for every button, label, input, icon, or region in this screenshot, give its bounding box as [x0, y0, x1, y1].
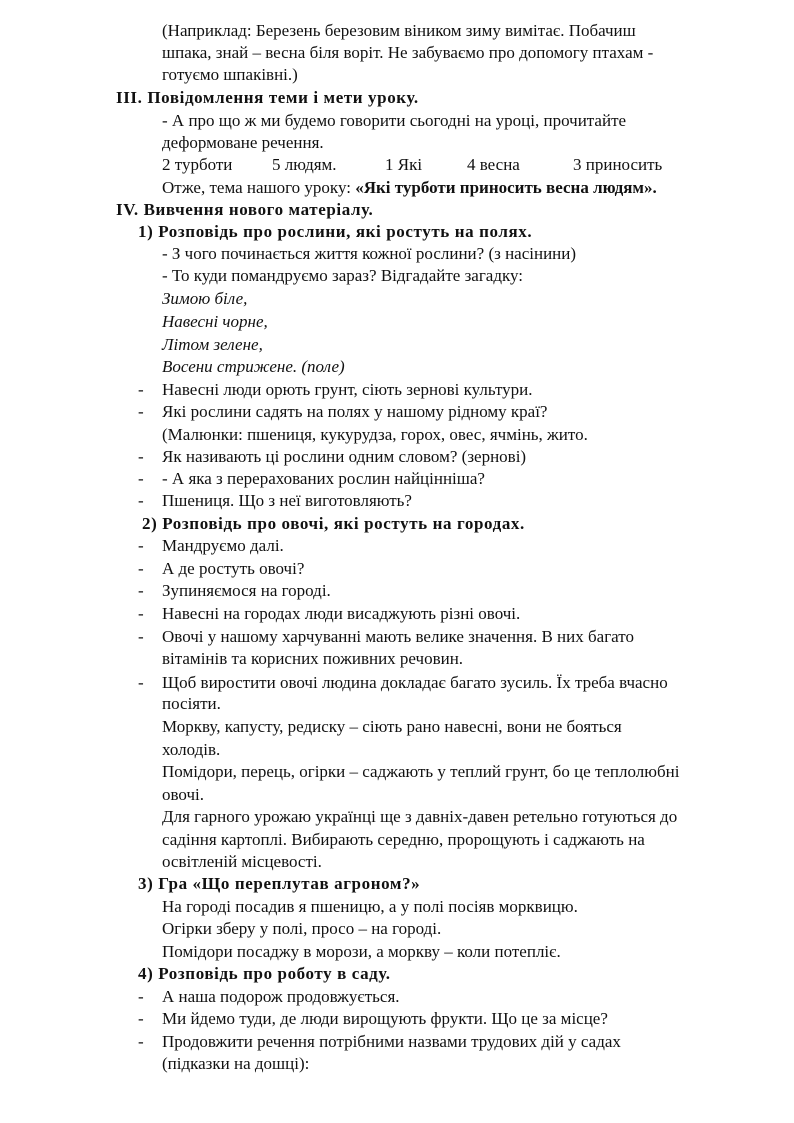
intro-line: (Наприклад: Березень березовим віником зиму вимітає. Побачиш [162, 21, 636, 40]
paragraph-line: - З чого починається життя кожної рослини? (з насінини) [162, 244, 577, 263]
scrambled-words-row [0, 154, 794, 176]
bullet-dash: - [138, 491, 144, 510]
riddle-line: Літом зелене, [162, 335, 263, 354]
bullet-dash: - [138, 559, 144, 578]
subsection-3-heading: 3) Гра «Що переплутав агроном?» [138, 874, 421, 893]
subsection-4-heading: 4) Розповідь про роботу в саду. [138, 964, 391, 983]
bullet-dash: - [138, 402, 144, 421]
bullet-dash: - [138, 673, 144, 692]
bullet-dash: - [138, 536, 144, 555]
bullet-dash: - [138, 469, 144, 488]
list-item: Навесні люди орють грунт, сіють зернові культури. [162, 380, 533, 399]
list-item-continuation: посіяти. [162, 694, 221, 713]
paragraph-line: деформоване речення. [162, 133, 324, 152]
bullet-dash: - [138, 447, 144, 466]
list-item-continuation: (Малюнки: пшениця, кукурудза, горох, овес, ячмінь, жито. [162, 425, 588, 444]
list-item: А де ростуть овочі? [162, 559, 305, 578]
bullet-dash: - [138, 380, 144, 399]
list-item: Пшениця. Що з неї виготовляють? [162, 491, 412, 510]
bullet-dash: - [138, 1032, 144, 1051]
bullet-dash: - [138, 581, 144, 600]
list-item: - А яка з перерахованих рослин найцінніша? [162, 469, 485, 488]
bullet-dash: - [138, 1009, 144, 1028]
list-item: Ми йдемо туди, де люди вирощують фрукти. Що це за місце? [162, 1009, 608, 1028]
section-4-heading: IV. Вивчення нового матеріалу. [116, 200, 374, 219]
list-item-continuation: холодів. [162, 740, 221, 759]
lesson-theme-prefix: Отже, тема нашого уроку: [162, 178, 356, 197]
riddle-line: Навесні чорне, [162, 312, 268, 331]
list-item-continuation: овочі. [162, 785, 204, 804]
list-item: Як називають ці рослини одним словом? (зернові) [162, 447, 527, 466]
scrambled-word: 3 приносить [573, 155, 663, 174]
scrambled-word: 5 людям. [272, 155, 337, 174]
list-item-continuation: (підказки на дошці): [162, 1054, 310, 1073]
list-item: Продовжити речення потрібними назвами трудових дій у садах [162, 1032, 621, 1051]
list-item: Навесні на городах люди висаджують різні овочі. [162, 604, 521, 623]
list-item-continuation: Для гарного урожаю українці ще з давніх-давен ретельно готуються до [162, 807, 678, 826]
list-item-continuation: освітленій місцевості. [162, 852, 322, 871]
riddle-line: Зимою біле, [162, 289, 248, 308]
list-item: А наша подорож продовжується. [162, 987, 400, 1006]
list-item: Щоб виростити овочі людина докладає багато зусиль. Їх треба вчасно [162, 673, 668, 692]
list-item-continuation: Моркву, капусту, редиску – сіють рано навесні, вони не бояться [162, 717, 622, 736]
game-line: Помідори посаджу в морози, а моркву – коли потепліє. [162, 942, 561, 961]
subsection-2-heading: 2) Розповідь про овочі, які ростуть на городах. [142, 514, 525, 533]
intro-line: готуємо шпаківні.) [162, 65, 298, 84]
riddle-line: Восени стрижене. (поле) [162, 357, 345, 376]
lesson-theme-title: «Які турботи приносить весна людям». [355, 178, 657, 197]
list-item-continuation: вітамінів та корисних поживних речовин. [162, 649, 464, 668]
scrambled-word: 4 весна [467, 155, 520, 174]
bullet-dash: - [138, 604, 144, 623]
lesson-theme [162, 177, 657, 199]
paragraph-line: - А про що ж ми будемо говорити сьогодні на уроці, прочитайте [162, 111, 627, 130]
list-item: Мандруємо далі. [162, 536, 284, 555]
bullet-dash: - [138, 987, 144, 1006]
list-item: Зупиняємося на городі. [162, 581, 331, 600]
bullet-dash: - [138, 627, 144, 646]
scrambled-word: 2 турботи [162, 155, 233, 174]
game-line: На городі посадив я пшеницю, а у полі посіяв морквицю. [162, 897, 578, 916]
list-item: Овочі у нашому харчуванні мають велике значення. В них багато [162, 627, 634, 646]
paragraph-line: - То куди помандруємо зараз? Відгадайте загадку: [162, 266, 524, 285]
list-item-continuation: Помідори, перець, огірки – саджають у теплий грунт, бо це теплолюбні [162, 762, 680, 781]
list-item: Які рослини садять на полях у нашому рідному краї? [162, 402, 548, 421]
scrambled-word: 1 Які [385, 155, 423, 174]
list-item-continuation: садіння картоплі. Вибирають середню, пророщують і саджають на [162, 830, 645, 849]
section-3-heading: III. Повідомлення теми і мети уроку. [116, 88, 419, 107]
subsection-1-heading: 1) Розповідь про рослини, які ростуть на полях. [138, 222, 533, 241]
game-line: Огірки зберу у полі, просо – на городі. [162, 919, 442, 938]
intro-line: шпака, знай – весна біля воріт. Не забуваємо про допомогу птахам - [162, 43, 654, 62]
